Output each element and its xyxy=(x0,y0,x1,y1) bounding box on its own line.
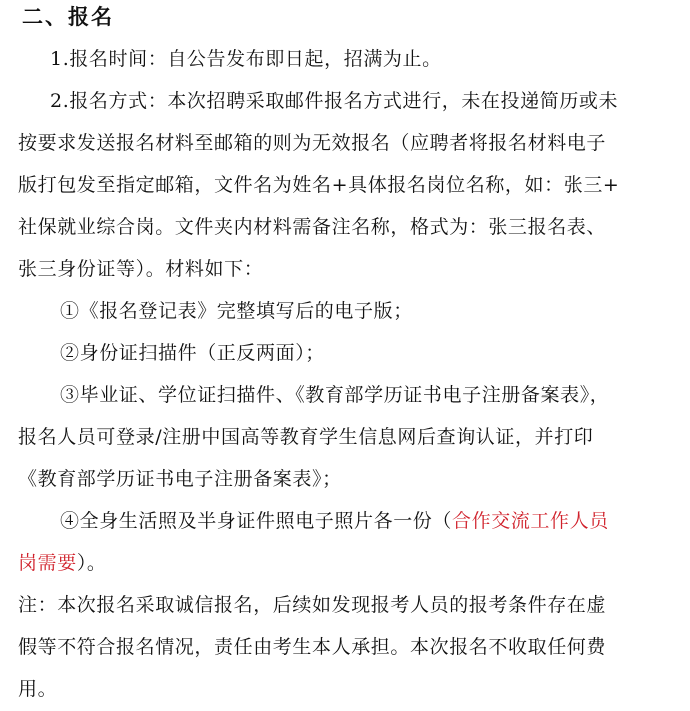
material-item-3-line3: 《教育部学历证书电子注册备案表》； xyxy=(18,468,342,490)
material-item-1: ①《报名登记表》完整填写后的电子版； xyxy=(60,300,413,322)
material-item-3-line1: ③毕业证、学位证扫描件、《教育部学历证书电子注册备案表》， xyxy=(60,384,610,406)
highlight-position-suffix: 岗需要 xyxy=(18,552,77,574)
material-item-3-line2: 报名人员可登录/注册中国高等教育学生信息网后查询认证，并打印 xyxy=(18,426,594,448)
item-registration-method-line2: 按要求发送报名材料至邮箱的则为无效报名（应聘者将报名材料电子 xyxy=(18,132,607,154)
material-item-4-end: ）。 xyxy=(76,552,107,574)
item-registration-method-line4: 社保就业综合岗。文件夹内材料需备注名称，格式为：张三报名表、 xyxy=(18,216,607,238)
material-item-4-line2 xyxy=(18,550,690,576)
material-item-4-line1 xyxy=(60,508,690,534)
note-line3: 用。 xyxy=(18,678,58,700)
note-line1: 注：本次报名采取诚信报名，后续如发现报考人员的报考条件存在虚 xyxy=(18,594,607,616)
section-heading: 二、报名 xyxy=(22,5,114,29)
item-registration-method-line5: 张三身份证等）。材料如下： xyxy=(18,258,264,280)
item-registration-method-line1: 2.报名方式：本次招聘采取邮件报名方式进行，未在投递简历或未 xyxy=(50,90,619,112)
note-line2: 假等不符合报名情况，责任由考生本人承担。本次报名不收取任何费 xyxy=(18,636,607,658)
highlight-position-name: 合作交流工作人员 xyxy=(452,510,609,532)
item-registration-time: 1.报名时间：自公告发布即日起，招满为止。 xyxy=(50,48,442,70)
material-item-2: ②身份证扫描件（正反两面）； xyxy=(60,342,325,364)
item-registration-method-line3: 版打包发至指定邮箱，文件名为姓名+具体报名岗位名称，如：张三+ xyxy=(18,174,620,196)
material-item-4-text: ④全身生活照及半身证件照电子照片各一份（ xyxy=(60,510,453,532)
